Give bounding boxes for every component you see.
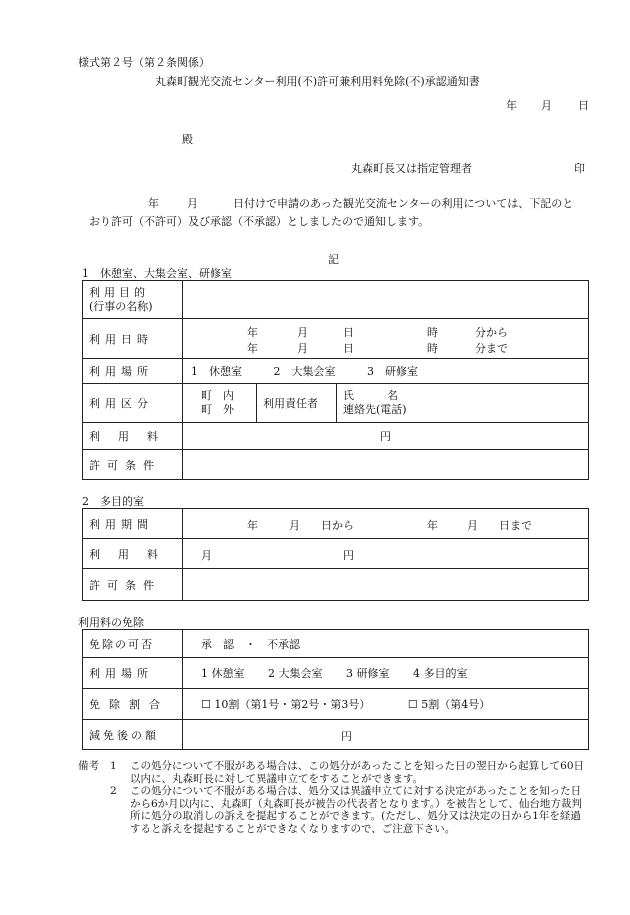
responsible-info[interactable]	[337, 384, 589, 423]
section3-table	[82, 629, 589, 750]
date-month: 月	[541, 99, 552, 112]
approval-options[interactable]: 承 認 ・ 不承認	[201, 637, 300, 651]
datetime-label: 利用日時	[83, 319, 183, 359]
fee2-value[interactable]	[183, 539, 589, 569]
note-2-num: 2	[110, 785, 117, 797]
dt-to: 分まで	[475, 341, 508, 355]
place-option-2[interactable]: 2 大集会室	[273, 365, 336, 378]
section2-table	[82, 508, 589, 601]
dt-y1: 年	[247, 325, 258, 339]
condition-value[interactable]	[183, 450, 589, 480]
class-in[interactable]: 町 内	[201, 389, 234, 402]
body-line-2: おり許可（不許可）及び承認（不承認）としましたので通知します。	[89, 215, 430, 228]
dt-y2: 年	[247, 341, 258, 355]
fee2-label: 利用料	[83, 539, 183, 569]
contact-label: 連絡先(電話)	[343, 403, 407, 416]
notes	[78, 760, 590, 835]
after-label: 減免後の額	[83, 720, 183, 750]
body-month: 月	[187, 197, 198, 210]
approval-label: 免除の可否	[83, 630, 183, 658]
condition2-label: 許可条件	[83, 569, 183, 601]
place-option-1[interactable]: 1 休憩室	[191, 365, 242, 378]
ratio-option-10[interactable]: ☐ 10割（第1号・第2号・第3号）	[201, 698, 371, 711]
responsible-label: 利用責任者	[257, 384, 337, 423]
seal-mark: 印	[574, 162, 585, 175]
note-2	[78, 785, 590, 835]
notes-head: 備考	[78, 760, 99, 772]
place3-label: 利用場所	[83, 658, 183, 689]
period-to: 日まで	[499, 518, 532, 532]
note-2-text: この処分について不服がある場合は、処分又は異議申立てに対する決定があったことを知った日から6か月以内に、丸森町（丸森町長が被告の代表者となります。）を被告として、仙台地方裁判所に処分の取消しの訴えを提起することができます。(ただし、処分又は決定の日から1年を経過すると訴えを提起することができなくなりますので、ご注意下さい。	[130, 785, 582, 835]
period-y1: 年	[247, 518, 258, 532]
date-year: 年	[506, 99, 517, 112]
dt-m2: 月	[297, 341, 308, 355]
after-value[interactable]	[183, 720, 589, 750]
date-day: 日	[578, 99, 589, 112]
body-line-1: 日付けで申請のあった観光交流センターの利用については、下記のと	[233, 197, 574, 210]
ratio-option-5[interactable]: ☐ 5割（第4号）	[407, 698, 491, 711]
issuer: 丸森町長又は指定管理者	[351, 162, 472, 175]
fee2-month: 月	[201, 548, 212, 562]
class-out[interactable]: 町 外	[201, 403, 234, 416]
purpose-label	[83, 281, 183, 319]
place3-option-4[interactable]: 4 多目的室	[413, 667, 468, 680]
fee2-unit: 円	[343, 548, 354, 562]
after-unit: 円	[341, 729, 352, 743]
period-y2: 年	[427, 518, 438, 532]
dt-from: 分から	[475, 325, 508, 339]
place3-options[interactable]	[183, 658, 589, 689]
dt-m1: 月	[297, 325, 308, 339]
purpose-label-1: 利用目的	[89, 285, 149, 299]
fee-label: 利用料	[83, 423, 183, 450]
class-options[interactable]	[183, 384, 257, 423]
period-from: 日から	[321, 518, 354, 532]
period-label: 利用期間	[83, 509, 183, 539]
condition2-value[interactable]	[183, 569, 589, 601]
form-number: 様式第２号（第２条関係）	[78, 56, 210, 69]
place3-option-2[interactable]: 2 大集会室	[268, 667, 323, 680]
ratio-options[interactable]	[183, 689, 589, 720]
note-1-text: この処分について不服がある場合は、この処分があったことを知った日の翌日から起算して60日以内に、丸森町長に対して異議申立てをすることができます。	[130, 760, 585, 785]
section1-heading: 1 休憩室、大集会室、研修室	[82, 267, 232, 280]
dt-d2: 日	[343, 341, 354, 355]
section3-heading: 利用料の免除	[78, 616, 144, 629]
datetime-value[interactable]	[183, 319, 589, 359]
note-1	[78, 760, 590, 785]
place-options[interactable]	[183, 359, 589, 384]
dt-d1: 日	[343, 325, 354, 339]
class-label: 利用区分	[83, 384, 183, 423]
note-1-num: 1	[110, 760, 117, 772]
place3-option-3[interactable]: 3 研修室	[346, 667, 390, 680]
period-m1: 月	[289, 518, 300, 532]
approval-value[interactable]	[183, 630, 589, 658]
addressee-suffix: 殿	[182, 133, 193, 146]
ratio-label: 免除割合	[83, 689, 183, 720]
purpose-label-2: (行事の名称)	[89, 299, 153, 313]
document-title: 丸森町観光交流センター利用(不)許可兼利用料免除(不)承認通知書	[155, 75, 480, 88]
purpose-value[interactable]	[183, 281, 589, 319]
fee-unit: 円	[380, 430, 391, 443]
name-label: 氏 名	[343, 389, 398, 402]
place-option-3[interactable]: 3 研修室	[367, 365, 418, 378]
section2-heading: 2 多目的室	[82, 495, 144, 508]
section1-table	[82, 280, 589, 480]
dt-h2: 時	[427, 341, 438, 355]
dt-h1: 時	[427, 325, 438, 339]
place3-option-1[interactable]: 1 休憩室	[201, 667, 245, 680]
fee-value[interactable]	[183, 423, 589, 450]
period-m2: 月	[467, 518, 478, 532]
ki-mark: 記	[328, 253, 339, 266]
condition-label: 許可条件	[83, 450, 183, 480]
body-year: 年	[148, 197, 159, 210]
place-label: 利用場所	[83, 359, 183, 384]
period-value[interactable]	[183, 509, 589, 539]
